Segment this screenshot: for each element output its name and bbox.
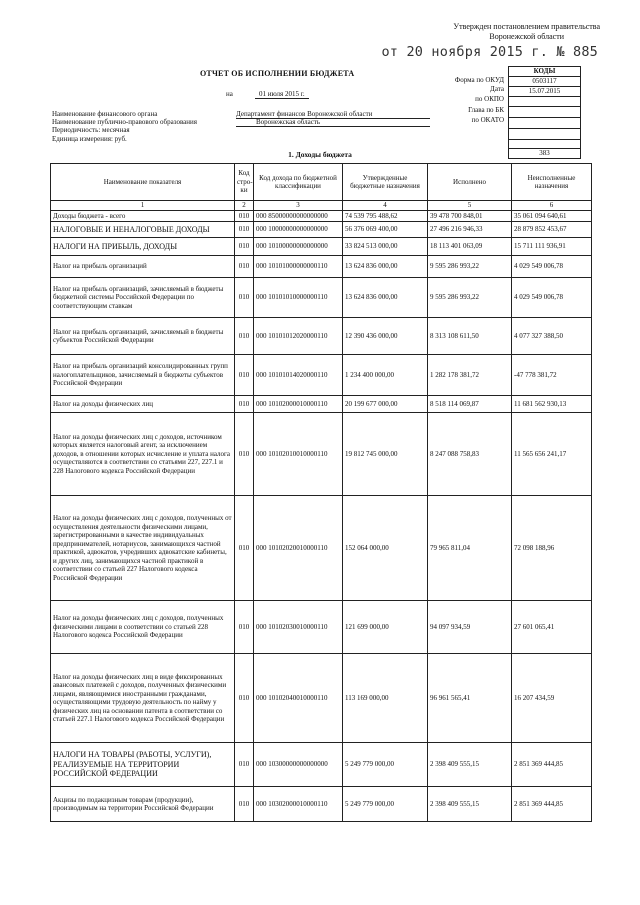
section-title: 1. Доходы бюджета xyxy=(288,150,352,159)
codes-box xyxy=(508,66,581,159)
row-remaining: 4 029 549 006,78 xyxy=(512,278,592,318)
col-header-line: Код стро-ки xyxy=(235,164,254,201)
row-remaining: 11 681 562 930,13 xyxy=(512,396,592,413)
row-line-code: 010 xyxy=(235,787,254,822)
code-date: 15.07.2015 xyxy=(508,87,581,97)
col-number-6: 6 xyxy=(512,201,592,211)
table-row xyxy=(51,654,592,743)
row-approved: 19 812 745 000,00 xyxy=(343,413,428,496)
period-date: 01 июля 2015 г. xyxy=(255,90,309,99)
pub-org-value: Воронежская область xyxy=(256,118,321,126)
codes-label-okato: по ОКАТО xyxy=(471,116,504,124)
row-revenue-code: 000 10300000000000000 xyxy=(254,743,343,787)
row-revenue-code: 000 10101012020000110 xyxy=(254,318,343,355)
codes-label-date: Дата xyxy=(490,85,504,93)
row-revenue-code: 000 10102010010000110 xyxy=(254,413,343,496)
row-name: НАЛОГОВЫЕ И НЕНАЛОГОВЫЕ ДОХОДЫ xyxy=(51,222,235,238)
unit-of-measure: Единица измерения: руб. xyxy=(52,135,127,143)
row-name: Доходы бюджета - всего xyxy=(51,211,235,222)
row-revenue-code: 000 10101000000000110 xyxy=(254,256,343,278)
code-okud: 0503117 xyxy=(508,77,581,87)
row-name: Налог на доходы физических лиц с доходов, полученных от осуществления деятельности физическими лицами, зарегистрированными в качестве индивидуальных предпринимателей, нотариусов, занимающихся частной практикой, адвокатов, учредивших адвокатские кабинеты, и других лиц, занимающихся частной практикой в соответствии со статьей 227 Налогового кодекса Российской Федерации xyxy=(51,496,235,601)
table-row xyxy=(51,238,592,256)
row-name: Налог на доходы физических лиц с доходов, источником которых является налоговый агент, за исключением доходов, в отношении которых исчисление и уплата налога осуществляются в соответствии со статьями 227, 227.1 и 228 Налогового кодекса Российской Федерации xyxy=(51,413,235,496)
row-name: Налог на доходы физических лиц xyxy=(51,396,235,413)
row-approved: 12 390 436 000,00 xyxy=(343,318,428,355)
row-revenue-code: 000 10000000000000000 xyxy=(254,222,343,238)
table-row xyxy=(51,222,592,238)
row-executed: 18 113 401 063,09 xyxy=(428,238,512,256)
table-row xyxy=(51,413,592,496)
row-revenue-code: 000 10101014020000110 xyxy=(254,355,343,396)
row-name: Налог на прибыль организаций, зачисляемый в бюджеты субъектов Российской Федерации xyxy=(51,318,235,355)
row-name: Акцизы по подакцизным товарам (продукции), производимым на территории Российской Федерации xyxy=(51,787,235,822)
code-okato xyxy=(508,118,581,129)
row-remaining: 35 061 094 640,61 xyxy=(512,211,592,222)
row-remaining: 4 077 327 388,50 xyxy=(512,318,592,355)
table-body xyxy=(51,211,592,822)
pub-org-underline xyxy=(236,126,430,127)
approval-line-2: Воронежской области xyxy=(489,32,565,41)
row-remaining: 2 851 369 444,85 xyxy=(512,743,592,787)
row-executed: 1 282 178 381,72 xyxy=(428,355,512,396)
row-executed: 96 961 565,41 xyxy=(428,654,512,743)
row-executed: 2 398 409 555,15 xyxy=(428,743,512,787)
col-number-2: 2 xyxy=(235,201,254,211)
col-header-code: Код дохода по бюджетной классификации xyxy=(254,164,343,201)
code-blank-1 xyxy=(508,129,581,140)
row-name: НАЛОГИ НА ТОВАРЫ (РАБОТЫ, УСЛУГИ), РЕАЛИЗУЕМЫЕ НА ТЕРРИТОРИИ РОССИЙСКОЙ ФЕДЕРАЦИИ xyxy=(51,743,235,787)
col-number-1: 1 xyxy=(51,201,235,211)
row-line-code: 010 xyxy=(235,743,254,787)
row-approved: 20 199 677 000,00 xyxy=(343,396,428,413)
row-revenue-code: 000 10101010000000110 xyxy=(254,278,343,318)
row-revenue-code: 000 85000000000000000 xyxy=(254,211,343,222)
row-revenue-code: 000 10100000000000000 xyxy=(254,238,343,256)
pub-org-label: Наименование публично-правового образования xyxy=(52,118,197,126)
approval-note xyxy=(453,22,600,42)
row-line-code: 010 xyxy=(235,396,254,413)
row-approved: 56 376 069 400,00 xyxy=(343,222,428,238)
period-prefix: на xyxy=(226,90,233,98)
row-approved: 113 169 000,00 xyxy=(343,654,428,743)
code-blank-2 xyxy=(508,140,581,149)
row-remaining: 15 711 111 936,91 xyxy=(512,238,592,256)
row-approved: 152 064 000,00 xyxy=(343,496,428,601)
row-approved: 13 624 836 000,00 xyxy=(343,256,428,278)
revenue-table xyxy=(50,163,592,822)
codes-label-okud: Форма по ОКУД xyxy=(454,76,504,84)
row-name: Налог на доходы физических лиц в виде фиксированных авансовых платежей с доходов, полученных физическими лицами, являющимися иностранными гражданами, осуществляющими трудовую деятельность по найму у физических лиц на основании патента в соответствии со статьей 227.1 Налогового кодекса Российской Федерации xyxy=(51,654,235,743)
row-line-code: 010 xyxy=(235,355,254,396)
row-line-code: 010 xyxy=(235,318,254,355)
row-approved: 13 624 836 000,00 xyxy=(343,278,428,318)
row-line-code: 010 xyxy=(235,413,254,496)
row-line-code: 010 xyxy=(235,654,254,743)
row-executed: 79 965 811,04 xyxy=(428,496,512,601)
row-approved: 74 539 795 488,62 xyxy=(343,211,428,222)
row-name: Налог на прибыль организаций, зачисляемый в бюджеты бюджетной системы Российской Федерации по соответствующим ставкам xyxy=(51,278,235,318)
row-approved: 5 249 779 000,00 xyxy=(343,787,428,822)
col-header-remaining: Неисполненные назначения xyxy=(512,164,592,201)
row-approved: 1 234 400 000,00 xyxy=(343,355,428,396)
row-executed: 8 518 114 069,87 xyxy=(428,396,512,413)
row-executed: 2 398 409 555,15 xyxy=(428,787,512,822)
row-line-code: 010 xyxy=(235,238,254,256)
table-row xyxy=(51,278,592,318)
code-bk xyxy=(508,107,581,118)
row-line-code: 010 xyxy=(235,211,254,222)
table-row xyxy=(51,601,592,654)
row-remaining: 72 098 188,96 xyxy=(512,496,592,601)
codes-header: КОДЫ xyxy=(508,66,581,77)
code-okpo xyxy=(508,97,581,107)
row-remaining: 11 565 656 241,17 xyxy=(512,413,592,496)
row-executed: 9 595 286 993,22 xyxy=(428,278,512,318)
table-row xyxy=(51,396,592,413)
row-executed: 39 478 700 848,01 xyxy=(428,211,512,222)
codes-label-bk: Глава по БК xyxy=(468,106,504,114)
table-row xyxy=(51,256,592,278)
row-executed: 9 595 286 993,22 xyxy=(428,256,512,278)
table-row xyxy=(51,211,592,222)
col-number-5: 5 xyxy=(428,201,512,211)
row-executed: 8 313 108 611,50 xyxy=(428,318,512,355)
row-revenue-code: 000 10302000010000110 xyxy=(254,787,343,822)
row-line-code: 010 xyxy=(235,256,254,278)
table-row xyxy=(51,743,592,787)
row-approved: 121 699 000,00 xyxy=(343,601,428,654)
row-name: Налог на доходы физических лиц с доходов, полученных физическими лицами в соответствии со статьей 228 Налогового кодекса Российской Федерации xyxy=(51,601,235,654)
table-row xyxy=(51,318,592,355)
col-header-approved: Утвержденные бюджетные назначения xyxy=(343,164,428,201)
approval-line-1: Утвержден постановлением правительства xyxy=(453,22,600,31)
col-number-3: 3 xyxy=(254,201,343,211)
row-name: НАЛОГИ НА ПРИБЫЛЬ, ДОХОДЫ xyxy=(51,238,235,256)
resolution-stamp: от 20 ноября 2015 г. № 885 xyxy=(381,44,598,60)
fin-org-value: Департамент финансов Воронежской области xyxy=(236,110,373,118)
row-revenue-code: 000 10102000010000110 xyxy=(254,396,343,413)
row-approved: 5 249 779 000,00 xyxy=(343,743,428,787)
row-executed: 8 247 088 758,83 xyxy=(428,413,512,496)
col-header-name: Наименование показателя xyxy=(51,164,235,201)
row-executed: 94 097 934,59 xyxy=(428,601,512,654)
table-row xyxy=(51,787,592,822)
row-remaining: 28 879 852 453,67 xyxy=(512,222,592,238)
row-remaining: 2 851 369 444,85 xyxy=(512,787,592,822)
table-row xyxy=(51,496,592,601)
col-number-4: 4 xyxy=(343,201,428,211)
code-unit: 383 xyxy=(508,149,581,159)
row-line-code: 010 xyxy=(235,222,254,238)
row-remaining: -47 778 381,72 xyxy=(512,355,592,396)
row-remaining: 16 207 434,59 xyxy=(512,654,592,743)
row-executed: 27 496 216 946,33 xyxy=(428,222,512,238)
row-remaining: 27 601 065,41 xyxy=(512,601,592,654)
row-line-code: 010 xyxy=(235,601,254,654)
row-revenue-code: 000 10102030010000110 xyxy=(254,601,343,654)
row-line-code: 010 xyxy=(235,496,254,601)
row-line-code: 010 xyxy=(235,278,254,318)
col-header-executed: Исполнено xyxy=(428,164,512,201)
row-revenue-code: 000 10102040010000110 xyxy=(254,654,343,743)
table-row xyxy=(51,355,592,396)
row-revenue-code: 000 10102020010000110 xyxy=(254,496,343,601)
row-name: Налог на прибыль организаций консолидированных групп налогоплательщиков, зачисляемый в бюджеты субъектов Российской Федерации xyxy=(51,355,235,396)
row-remaining: 4 029 549 006,78 xyxy=(512,256,592,278)
row-name: Налог на прибыль организаций xyxy=(51,256,235,278)
periodicity: Периодичность: месячная xyxy=(52,126,130,134)
fin-org-label: Наименование финансового органа xyxy=(52,110,158,118)
row-approved: 33 824 513 000,00 xyxy=(343,238,428,256)
codes-label-okpo: по ОКПО xyxy=(475,95,504,103)
document-title: ОТЧЕТ ОБ ИСПОЛНЕНИИ БЮДЖЕТА xyxy=(200,69,355,78)
